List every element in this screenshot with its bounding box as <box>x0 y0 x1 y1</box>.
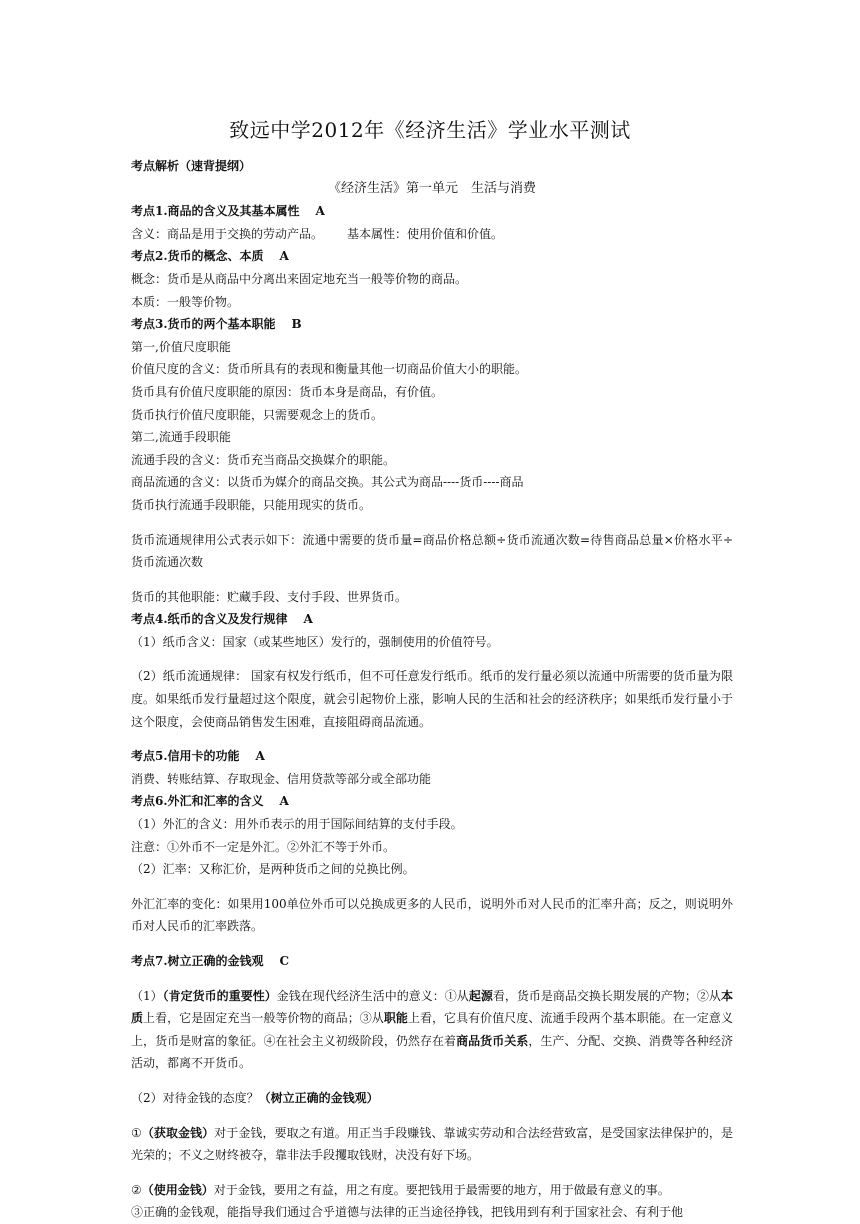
kp1-level: A <box>315 204 325 219</box>
kp3-line-5: 第二,流通手段职能 <box>131 430 231 445</box>
kp2-heading: 考点2.货币的概念、本质 <box>131 249 264 264</box>
kp7-p3-text: 对于金钱，要取之有道。用正当手段赚钱、靠诚实劳动和合法经营致富，是受国家法律保护的，是光荣的；不义之财终被夺，靠非法手段攫取钱财，决没有好下场。 <box>131 1125 733 1163</box>
kp7-paragraph-1 <box>131 985 733 1075</box>
kp1-attributes: 基本属性：使用价值和价值。 <box>347 226 504 241</box>
kp7-p4-emphasis: （使用金钱） <box>141 1182 214 1197</box>
kp5-heading: 考点5.信用卡的功能 <box>131 749 240 764</box>
kp7-p1-essence: 本质 <box>131 988 733 1026</box>
kp6-line-1: （1）外汇的含义：用外币表示的用于国际间结算的支付手段。 <box>131 817 463 832</box>
kp6-line-4: 外汇汇率的变化：如果用100单位外币可以兑换成更多的人民币，说明外币对人民币的汇率升高；反之，则说明外币对人民币的汇率跌落。 <box>131 896 733 934</box>
kp3-heading-line <box>131 313 733 336</box>
kp3-line-2: 价值尺度的含义：货币所具有的表现和衡量其他一切商品价值大小的职能。 <box>131 362 528 377</box>
kp6-heading: 考点6.外汇和汇率的含义 <box>131 794 264 809</box>
kp3-line-4: 货币执行价值尺度职能，只需要观念上的货币。 <box>131 407 384 422</box>
kp1-heading-line <box>131 200 733 223</box>
kp4-line-1: （1）纸币含义：国家（或某些地区）发行的，强制使用的价值符号。 <box>131 634 499 649</box>
kp3-heading: 考点3.货币的两个基本职能 <box>131 317 276 332</box>
kp7-p4-marker: ② <box>131 1182 142 1197</box>
kp3-line-10: 货币的其他职能：贮藏手段、支付手段、世界货币。 <box>131 589 408 604</box>
section-subtitle: 考点解析（速背提纲） <box>131 159 252 173</box>
kp7-p1-origin: 起源 <box>468 988 493 1003</box>
kp7-p1-text-2: 看，货币是商品交换长期发展的产物；②从 <box>492 988 721 1003</box>
kp7-paragraph-4 <box>131 1179 733 1202</box>
kp4-heading: 考点4.纸币的含义及发行规律 <box>131 612 288 627</box>
document-title: 致远中学2012年《经济生活》学业水平测试 <box>229 118 631 142</box>
kp7-p1-emphasis: （肯定货币的重要性） <box>162 988 277 1003</box>
kp3-line-1: 第一,价值尺度职能 <box>131 339 231 354</box>
unit-heading: 《经济生活》第一单元 生活与消费 <box>327 180 536 196</box>
kp3-line-9: 货币流通规律用公式表示如下：流通中需要的货币量=商品价格总额÷货币流通次数=待售商品总量×价格水平÷货币流通次数 <box>131 532 733 570</box>
kp7-paragraph-5: ③正确的金钱观，能指导我们通过合乎道德与法律的正当途径挣钱，把钱用到有利于国家社会、有利于他 <box>131 1205 684 1220</box>
kp7-p3-emphasis: （获取金钱） <box>141 1125 215 1140</box>
kp2-heading-line <box>131 245 733 268</box>
kp7-p2-text: （2）对待金钱的态度？ <box>131 1090 259 1105</box>
kp7-p1-text-4: 上看，它具有价值尺度、流通手段两个基本职能。在一定意义上，货币是财富的象征。④在社会主义初级阶段，仍然存在着 <box>131 1011 733 1048</box>
kp3-level: B <box>291 317 302 332</box>
kp7-p2-emphasis: （树立正确的金钱观） <box>258 1090 379 1105</box>
kp5-line-1: 消费、转账结算、存取现金、信用贷款等部分或全部功能 <box>131 771 432 786</box>
kp7-heading: 考点7.树立正确的金钱观 <box>131 954 264 968</box>
kp7-paragraph-3 <box>131 1122 733 1167</box>
kp4-line-2: （2）纸币流通规律： 国家有权发行纸币，但不可任意发行纸币。纸币的发行量必须以流通中所需要的货币量为限度。如果纸币发行量超过这个限度，就会引起物价上涨，影响人民的生活和社会的经济秩序；如果纸币发行量小于这个限度，会使商品销售发生困难，直接阻碍商品流通。 <box>131 669 733 729</box>
kp7-p1-function: 职能 <box>383 1011 408 1026</box>
kp2-line-2: 本质：一般等价物。 <box>131 294 240 309</box>
kp3-line-8: 货币执行流通手段职能，只能用现实的货币。 <box>131 497 372 512</box>
kp5-heading-line <box>131 745 733 768</box>
kp5-level: A <box>255 749 265 764</box>
kp4-level: A <box>303 612 313 627</box>
kp7-p3-marker: ① <box>131 1125 142 1140</box>
kp7-p1-relation: 商品货币关系 <box>456 1033 529 1048</box>
kp7-p4-text: 对于金钱，要用之有益，用之有度。要把钱用于最需要的地方，用于做最有意义的事。 <box>213 1182 670 1197</box>
kp7-level: C <box>279 954 290 968</box>
kp4-heading-line <box>131 608 733 631</box>
kp3-line-6: 流通手段的含义：货币充当商品交换媒介的职能。 <box>131 452 396 467</box>
kp7-p1-prefix: （1） <box>131 988 163 1003</box>
kp1-line <box>131 223 733 246</box>
kp7-p1-text-5: ，生产、分配、交换、消费等各种经济活动，都离不开货币。 <box>131 1033 733 1071</box>
kp1-definition: 含义：商品是用于交换的劳动产品。 <box>131 226 324 241</box>
kp7-p1-text-3: 上看，它是固定充当一般等价物的商品；③从 <box>143 1011 384 1026</box>
kp6-heading-line <box>131 790 733 813</box>
document-body <box>131 155 733 1224</box>
kp7-paragraph-2 <box>131 1087 733 1110</box>
kp6-line-2: 注意：①外币不一定是外汇。②外汇不等于外币。 <box>131 839 396 854</box>
kp7-heading-line <box>131 950 733 973</box>
kp1-heading: 考点1.商品的含义及其基本属性 <box>131 204 300 219</box>
kp6-line-3: （2）汇率：又称汇价，是两种货币之间的兑换比例。 <box>131 862 415 877</box>
kp6-level: A <box>279 794 289 809</box>
kp3-line-7: 商品流通的含义：以货币为媒介的商品交换。其公式为商品----货币----商品 <box>131 475 524 490</box>
kp2-level: A <box>279 249 289 264</box>
kp2-line-1: 概念：货币是从商品中分离出来固定地充当一般等价物的商品。 <box>131 271 468 286</box>
kp3-line-3: 货币具有价值尺度职能的原因：货币本身是商品，有价值。 <box>131 384 444 399</box>
kp7-p1-text-1: 金钱在现代经济生活中的意义：①从 <box>276 988 469 1003</box>
